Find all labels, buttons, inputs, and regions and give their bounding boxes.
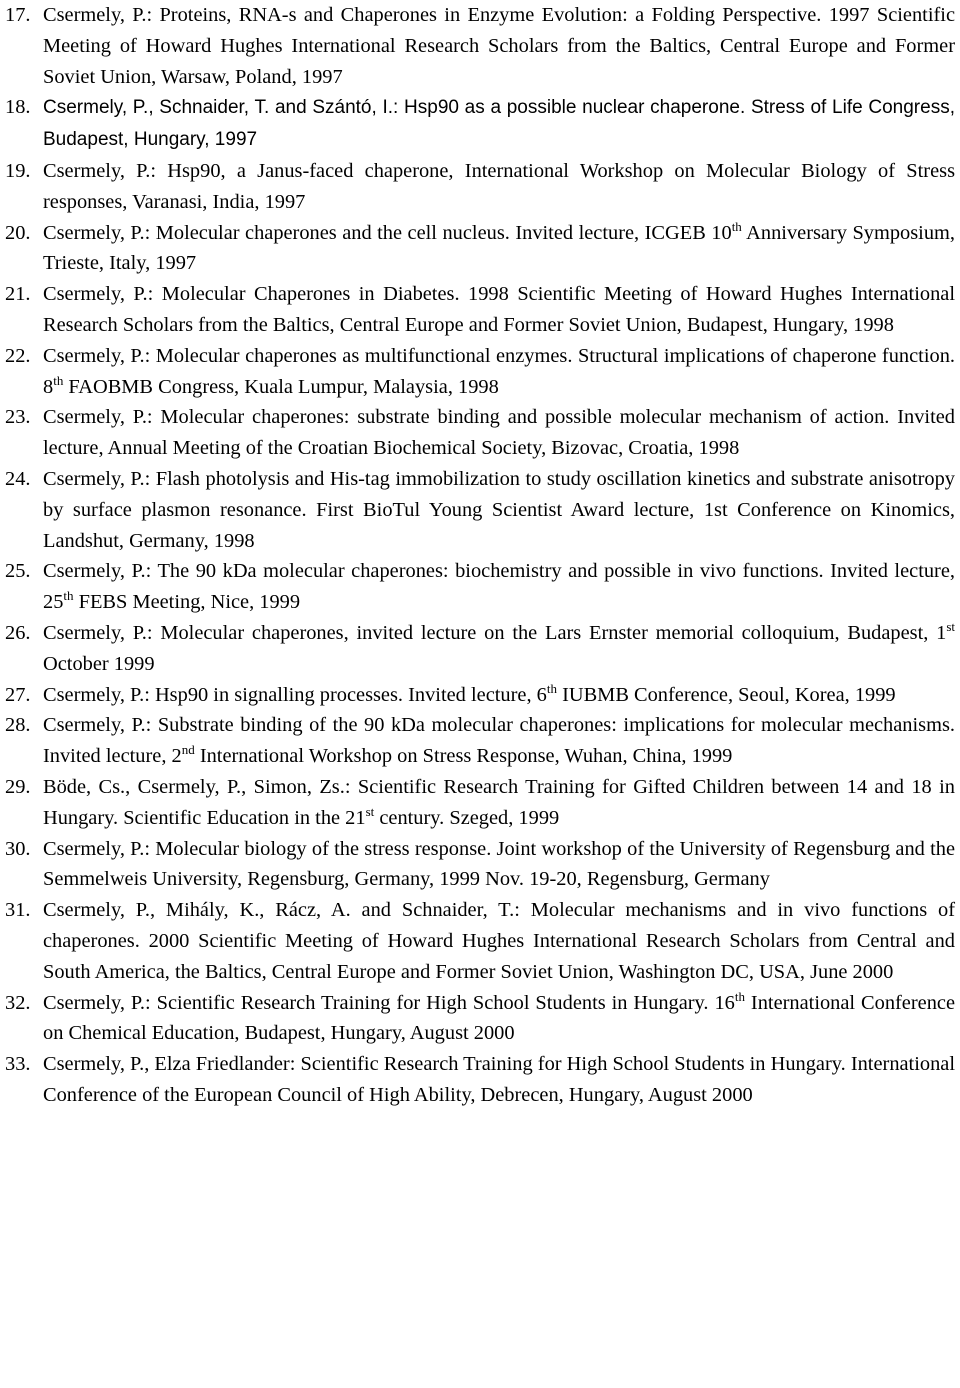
reference-segment: October 1999 [43,652,155,675]
reference-item [5,895,955,987]
reference-number: 32. [5,991,31,1014]
reference-segment: Csermely, P.: Molecular chaperones: substrate binding and possible molecular mechanism of action. Invited lecture, Annual Meeting of the Croatian Biochemical Society, Bizovac, Croatia, 1998 [43,406,955,460]
reference-number: 28. [5,714,31,737]
reference-item [5,1049,955,1111]
reference-item [5,402,955,464]
reference-text [43,402,955,464]
reference-text [43,156,955,218]
ordinal-superscript: th [53,372,64,388]
reference-text [43,556,955,618]
reference-segment: Csermely, P.: Scientific Research Training for High School Students in Hungary. 16 [43,991,735,1014]
reference-segment: Csermely, P., Elza Friedlander: Scientific Research Training for High School Students in Hungary. International Conference of the European Council of High Ability, Debrecen, Hungary, August 2000 [43,1053,955,1106]
ordinal-superscript: th [63,588,74,604]
reference-item [5,834,955,896]
reference-number: 30. [5,837,31,860]
ordinal-superscript: th [731,218,742,234]
reference-number: 20. [5,221,31,244]
reference-segment: Csermely, P.: Substrate binding of the 90 kDa molecular chaperones: implications for molecular mechanisms. Invited lecture, 2 [43,714,955,768]
reference-segment: Csermely, P.: Molecular chaperones as multifunctional enzymes. Structural implications of chaperone function. 8 [43,344,955,398]
reference-segment: century. Szeged, 1999 [374,806,560,829]
reference-number: 17. [5,4,31,26]
reference-item [5,92,955,156]
reference-number: 31. [5,899,31,922]
ordinal-superscript: th [546,680,557,696]
reference-number: 19. [5,159,31,182]
reference-item [5,556,955,618]
reference-segment: Csermely, P.: The 90 kDa molecular chaperones: biochemistry and possible in vivo functions. Invited lecture, 25 [43,560,955,614]
reference-number: 26. [5,621,31,644]
reference-item [5,156,955,218]
reference-number: 27. [5,683,31,706]
reference-number: 24. [5,467,31,490]
reference-segment: Csermely, P.: Molecular chaperones, invited lecture on the Lars Ernster memorial colloquium, Budapest, 1 [43,621,947,644]
reference-segment: Csermely, P., Mihály, K., Rácz, A. and Schnaider, T.: Molecular mechanisms and in vivo functions of chaperones. 2000 Scientific Meeting of Howard Hughes International Research Scholars from Central and South America, the Baltics, Central Europe and Former Soviet Union, Washington DC, USA, June 2000 [43,899,955,983]
reference-segment: Csermely, P. [43,97,149,119]
reference-segment: Csermely, P.: Proteins, RNA-s and Chaperones in Enzyme Evolution: a Folding Perspective. 1997 Scientific Meeting of Howard Hughes International Research Scholars from the Baltics, Central Europe and Former Soviet Union, Warsaw, Poland, 1997 [43,4,955,88]
reference-number: 33. [5,1053,31,1076]
reference-segment: Csermely, P.: Molecular chaperones and the cell nucleus. Invited lecture, ICGEB 10 [43,221,732,244]
reference-number: 29. [5,775,31,798]
reference-segment: IUBMB Conference, Seoul, Korea, 1999 [556,683,896,706]
reference-text [43,618,955,680]
reference-text [43,772,955,834]
reference-item [5,710,955,772]
reference-segment: Csermely, P.: Hsp90, a Janus-faced chaperone, International Workshop on Molecular Biology of Stress responses, Varanasi, India, 1997 [43,159,955,213]
reference-segment: International Workshop on Stress Response, Wuhan, China, 1999 [194,745,733,768]
ordinal-superscript: st [946,618,955,634]
reference-segment: FAOBMB Congress, Kuala Lumpur, Malaysia, 1998 [63,375,499,398]
reference-item [5,0,955,92]
reference-text [43,710,955,772]
ordinal-superscript: st [365,803,375,819]
reference-text [43,218,955,280]
reference-item [5,680,955,711]
reference-segment: Böde, Cs., Csermely, P., Simon, Zs.: Scientific Research Training for Gifted Children between 14 and 18 in Hungary. Scientific Education in the 21 [43,775,955,829]
reference-segment: Csermely, P.: Flash photolysis and His-tag immobilization to study oscillation kinetics and substrate anisotropy by surface plasmon resonance. First BioTul Young Scientist Award lecture, 1st Conference on Kinomics, Landshut, Germany, 1998 [43,467,955,552]
reference-segment: Csermely, P.: Molecular biology of the stress response. Joint workshop of the University of Regensburg and the Semmelweis University, Regensburg, Germany, 1999 Nov. 19-20, Regensburg, Germany [43,837,955,891]
reference-list [5,0,955,1111]
reference-segment: , Schnaider, T. and Szántó, I.: Hsp90 as a possible nuclear chaperone. Stress of Life Congress, Budapest, Hungary, 1997 [43,97,955,151]
reference-segment: Csermely, P.: Hsp90 in signalling processes. Invited lecture, 6 [43,683,547,706]
reference-item [5,988,955,1050]
reference-item [5,341,955,403]
reference-number: 18. [5,96,31,119]
reference-segment: FEBS Meeting, Nice, 1999 [73,591,301,614]
reference-segment: Anniversary Symposium, Trieste, Italy, 1997 [43,221,955,275]
reference-segment: Csermely, P.: Molecular Chaperones in Diabetes. 1998 Scientific Meeting of Howard Hughes International Research Scholars from the Baltics, Central Europe and Former Soviet Union, Budapest, Hungary, 1998 [43,283,955,336]
reference-number: 23. [5,406,31,429]
reference-segment: International Conference on Chemical Education, Budapest, Hungary, August 2000 [43,991,955,1045]
reference-text [43,895,955,987]
reference-item [5,279,955,341]
reference-item [5,772,955,834]
reference-text [43,834,955,896]
reference-text [43,279,955,341]
reference-number: 22. [5,344,31,367]
reference-text [43,464,955,556]
reference-text [43,92,955,156]
reference-text [43,341,955,403]
reference-text [43,680,955,711]
reference-item [5,464,955,556]
reference-text [43,988,955,1050]
ordinal-superscript: nd [181,742,195,758]
reference-text [43,0,955,92]
reference-text [43,1049,955,1111]
reference-item [5,618,955,680]
reference-number: 25. [5,560,31,583]
ordinal-superscript: th [734,988,745,1004]
reference-number: 21. [5,283,31,306]
reference-item [5,218,955,280]
